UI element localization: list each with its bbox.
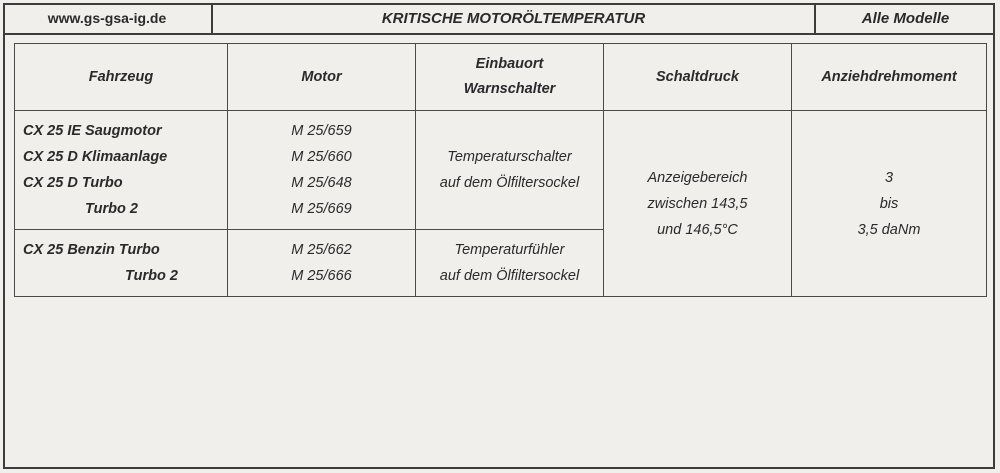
torque-line: 3,5 daNm [857, 221, 921, 238]
temperature-table [14, 43, 987, 297]
torque-line: 3 [884, 169, 894, 186]
motor-code: M 25/669 [291, 201, 352, 217]
vehicle-list [15, 111, 228, 230]
einbauort-line2: auf dem Ölfiltersockel [439, 175, 580, 191]
einbauort-line2: auf dem Ölfiltersockel [439, 268, 580, 284]
vehicle-name: CX 25 Benzin Turbo [23, 242, 160, 258]
page-title: KRITISCHE MOTORÖLTEMPERATUR [213, 3, 816, 35]
schaltdruck-cell [604, 111, 792, 297]
motor-code: M 25/648 [291, 175, 352, 191]
vehicle-name: CX 25 D Turbo [23, 175, 123, 191]
vehicle-name: Turbo 2 [125, 268, 178, 284]
table-header-row [15, 44, 987, 111]
col-header-motor: Motor [228, 44, 416, 111]
motor-list [228, 230, 416, 297]
vehicle-name: Turbo 2 [85, 201, 138, 217]
header-models: Alle Modelle [816, 3, 995, 35]
einbauort-line1: Temperaturfühler [454, 242, 565, 258]
motor-code: M 25/666 [291, 268, 352, 284]
schaltdruck-line: Anzeigebereich [647, 169, 748, 186]
col-header-anziehdrehmoment: Anziehdrehmoment [792, 44, 987, 111]
schaltdruck-line: zwischen 143,5 [647, 195, 748, 212]
torque-line: bis [879, 195, 899, 212]
vehicle-name: CX 25 D Klimaanlage [23, 149, 168, 165]
schaltdruck-line: und 146,5°C [657, 221, 738, 238]
motor-code: M 25/660 [291, 149, 352, 165]
motor-list [228, 111, 416, 230]
vehicle-list [15, 230, 228, 297]
col-header-schaltdruck: Schaltdruck [604, 44, 792, 111]
motor-code: M 25/659 [291, 123, 352, 139]
table-row [15, 111, 987, 230]
col-header-einbauort-line2: Warnschalter [463, 81, 556, 97]
einbauort-line1: Temperaturschalter [447, 149, 572, 165]
vehicle-name: CX 25 IE Saugmotor [23, 123, 162, 139]
einbauort-cell [416, 230, 604, 297]
header-url: www.gs-gsa-ig.de [3, 3, 213, 35]
motor-code: M 25/662 [291, 242, 352, 258]
einbauort-cell [416, 111, 604, 230]
col-header-einbauort [416, 44, 604, 111]
col-header-fahrzeug: Fahrzeug [15, 44, 228, 111]
col-header-einbauort-line1: Einbauort [475, 56, 544, 72]
anziehdrehmoment-cell [792, 111, 987, 297]
